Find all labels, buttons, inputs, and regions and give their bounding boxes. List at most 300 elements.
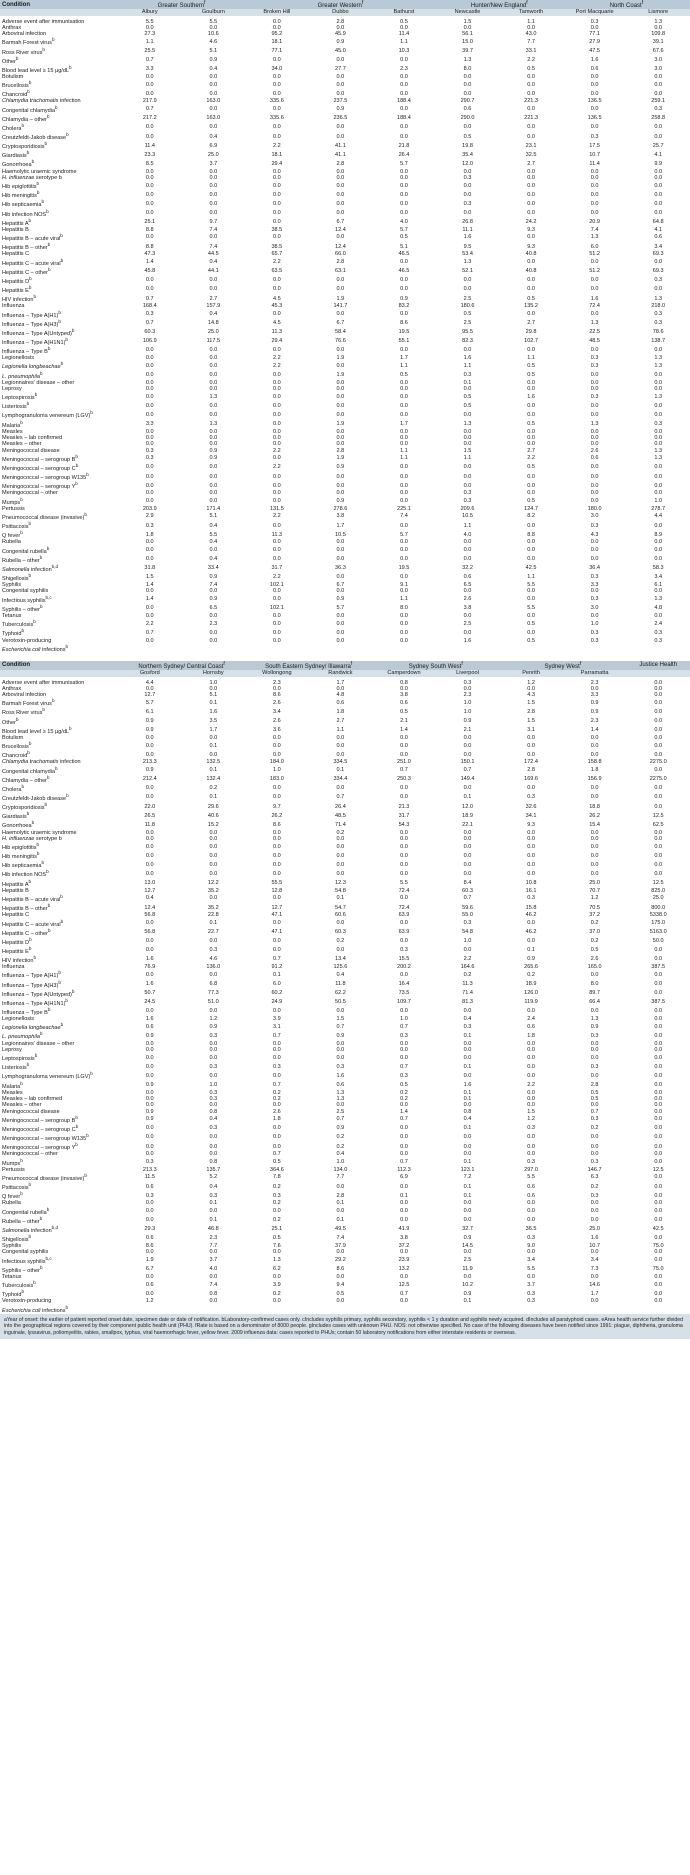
rate-cell: 63.1 xyxy=(335,268,346,275)
rate-cell: 2.2 xyxy=(273,447,281,454)
condition-label: Tetanus xyxy=(2,1273,22,1280)
table-row xyxy=(0,1280,690,1289)
rate-cell: 136.5 xyxy=(587,98,602,105)
rate-cell: 278.7 xyxy=(651,505,666,512)
rate-cell: 2.6 xyxy=(590,447,599,454)
condition-cell xyxy=(0,1256,118,1265)
rate-cell: 6.0 xyxy=(590,243,599,250)
rate-cell: 0.0 xyxy=(336,191,345,198)
rate-cell: 95.2 xyxy=(271,31,283,38)
rate-cell: 0.3 xyxy=(654,629,663,636)
rate-cell: 0.3 xyxy=(590,18,599,25)
rate-cell: 135.7 xyxy=(206,1166,221,1173)
rate-cell: 60.3 xyxy=(144,329,156,336)
rate-cell: 0.1 xyxy=(463,794,472,801)
rate-cell: 0.0 xyxy=(654,708,663,715)
rate-cell: 0.0 xyxy=(463,90,472,97)
condition-cell xyxy=(0,793,118,802)
condition-cell xyxy=(0,775,118,784)
rate-cell: 0.0 xyxy=(463,734,472,741)
footnote-marker: b xyxy=(27,89,30,95)
rate-cell: 2.2 xyxy=(273,513,281,520)
group-header: South Eastern Sydney/ Illawarra$^f$ xyxy=(245,661,372,670)
rate-cell: 0.3 xyxy=(463,1023,472,1030)
rate-cell: 134.0 xyxy=(333,1166,348,1173)
rate-cell: 0.0 xyxy=(463,168,472,175)
rate-cell: 2.8 xyxy=(527,708,535,715)
rate-cell: 0.0 xyxy=(336,637,345,644)
condition-label: Ross River virus xyxy=(2,49,43,56)
rate-cell: 0.0 xyxy=(527,588,535,595)
footnote-marker: b xyxy=(20,419,23,425)
footnote-marker: b xyxy=(28,573,32,579)
rate-cell: 0.0 xyxy=(145,1008,154,1015)
rate-cell: 11.8 xyxy=(335,980,346,987)
footnote-marker: f xyxy=(350,660,353,667)
rate-cell: 0.3 xyxy=(590,1116,599,1123)
rate-cell: 0.9 xyxy=(400,295,408,302)
rate-cell: 0.0 xyxy=(463,286,472,293)
rate-cell: 46.2 xyxy=(525,929,537,936)
rate-cell: 258.8 xyxy=(651,115,666,122)
rate-cell: 1.5 xyxy=(463,447,472,454)
rate-cell: 5.5 xyxy=(209,531,218,538)
rate-cell: 4.0 xyxy=(209,1266,218,1273)
rate-cell: 54.3 xyxy=(398,821,410,828)
condition-label: Hepatitis E xyxy=(2,287,29,294)
rate-cell: 9.0 xyxy=(527,1243,535,1250)
rate-cell: 0.0 xyxy=(590,81,599,88)
condition-cell xyxy=(0,150,118,159)
rate-cell: 0.0 xyxy=(273,498,281,505)
footnote-marker: b,d xyxy=(51,1224,59,1230)
rate-cell: 0.0 xyxy=(527,209,535,216)
rate-cell: 0.0 xyxy=(590,1200,599,1207)
condition-cell xyxy=(0,410,118,419)
rate-cell: 0.0 xyxy=(336,861,345,868)
rate-cell: 12.5 xyxy=(652,880,664,887)
rate-cell: 16.4 xyxy=(398,980,410,987)
rate-cell: 0.0 xyxy=(273,441,281,448)
rate-cell: 0.0 xyxy=(145,1054,154,1061)
rate-cell: 335.6 xyxy=(269,115,284,122)
condition-label: Anthrax xyxy=(2,685,22,692)
group-header: Justice Health xyxy=(626,661,690,670)
rate-cell: 0.9 xyxy=(590,1023,599,1030)
table-row xyxy=(0,851,690,860)
table-row xyxy=(0,181,690,190)
rate-cell: 0.3 xyxy=(654,637,663,644)
table-row xyxy=(0,1289,690,1298)
footnote-marker: b xyxy=(60,233,63,239)
condition-label: Hib infection NOS xyxy=(2,211,47,218)
rate-cell: 0.0 xyxy=(400,411,408,418)
rate-cell: 4.5 xyxy=(273,320,281,327)
rate-cell: 0.0 xyxy=(527,742,535,749)
rate-cell: 0.0 xyxy=(336,277,345,284)
rate-cell: 0.0 xyxy=(590,588,599,595)
footnote-marker: f xyxy=(641,0,644,6)
rate-cell: 0.0 xyxy=(400,57,408,64)
rate-cell: 4.8 xyxy=(654,605,663,612)
table-row xyxy=(0,894,690,903)
rate-cell: 0.0 xyxy=(590,835,599,842)
rate-cell: 9.9 xyxy=(654,160,663,167)
rate-cell: 15.5 xyxy=(398,956,410,963)
rate-cell: 0.0 xyxy=(527,829,535,836)
rate-cell: 0.0 xyxy=(145,428,154,435)
rate-cell: 55.0 xyxy=(462,912,473,919)
rate-cell: 0.1 xyxy=(463,1032,472,1039)
rate-cell: 0.3 xyxy=(463,498,472,505)
rate-cell: 290.0 xyxy=(460,115,475,122)
rate-cell: 0.0 xyxy=(527,379,535,386)
rate-cell: 0.6 xyxy=(336,1081,345,1088)
rate-cell: 0.0 xyxy=(273,1298,281,1305)
rate-cell: 2.6 xyxy=(273,1108,281,1115)
rate-cell: 27.3 xyxy=(144,31,156,38)
rate-cell: 2.8 xyxy=(336,1192,345,1199)
rate-cell: 0.0 xyxy=(590,435,599,441)
condition-cell xyxy=(0,698,118,707)
rate-cell: 0.0 xyxy=(336,57,345,64)
rate-cell: 0.5 xyxy=(527,371,535,378)
rate-cell: 0.1 xyxy=(463,1298,472,1305)
rate-cell: 0.0 xyxy=(527,1008,535,1015)
rate-cell: 0.0 xyxy=(400,620,408,627)
rate-cell: 0.0 xyxy=(527,596,535,603)
rate-cell: 1.3 xyxy=(654,393,663,400)
footnote-marker: b xyxy=(39,1264,43,1270)
table-row xyxy=(0,454,690,463)
rate-cell: 0.0 xyxy=(336,1273,345,1280)
rate-cell: 0.0 xyxy=(209,971,218,978)
rate-cell: 26.5 xyxy=(144,812,156,819)
table-row xyxy=(0,595,690,604)
rate-cell: 10.7 xyxy=(589,1243,600,1250)
rate-cell: 0.0 xyxy=(273,174,281,181)
condition-label: Leptospirosis xyxy=(2,1056,35,1062)
rate-cell: 15.2 xyxy=(207,821,219,828)
condition-label: Hepatitis D xyxy=(2,278,30,285)
condition-label: Meningococcal – serogroup W135 xyxy=(2,474,87,481)
rate-cell xyxy=(436,644,500,653)
rate-cell xyxy=(245,644,309,653)
condition-label: Escherichia coli xyxy=(2,646,41,653)
rate-cell: 0.0 xyxy=(590,1102,599,1109)
rate-cell: 0.0 xyxy=(273,1046,281,1053)
condition-label: Meningococcal – serogroup Y xyxy=(2,484,76,491)
rate-cell: 0.2 xyxy=(590,938,599,945)
rate-cell: 8.4 xyxy=(463,880,472,887)
rate-cell: 1.3 xyxy=(336,1089,345,1096)
rate-cell: 1.8 xyxy=(590,767,599,774)
condition-label: Influenza – Type A(H1N1) xyxy=(2,339,66,346)
rate-cell: 0.0 xyxy=(654,379,663,386)
table-row xyxy=(0,928,690,937)
rate-cell: 0.3 xyxy=(463,679,472,686)
rate-cell: 3.7 xyxy=(209,160,218,167)
rate-cell: 0.1 xyxy=(463,1095,472,1102)
condition-label: Legionellosis xyxy=(2,1016,35,1023)
rate-cell: 0.0 xyxy=(590,286,599,293)
rate-cell: 2.7 xyxy=(527,160,535,167)
condition-label: Hepatitis C – other xyxy=(2,930,48,937)
rate-cell xyxy=(563,644,627,653)
rate-cell: 0.0 xyxy=(654,1072,663,1079)
rate-cell: 387.5 xyxy=(651,964,666,971)
table-row xyxy=(0,784,690,793)
rate-cell: 0.0 xyxy=(654,1032,663,1039)
rate-cell: 0.1 xyxy=(209,919,218,926)
rate-cell: 0.0 xyxy=(400,1040,408,1047)
rate-cell: 102.1 xyxy=(269,605,284,612)
condition-cell xyxy=(0,1022,118,1031)
rate-cell: 0.6 xyxy=(336,699,345,706)
rate-cell: 0.0 xyxy=(527,1063,535,1070)
condition-cell xyxy=(0,1234,118,1243)
rate-cell: 76.6 xyxy=(335,338,346,345)
condition-label: Pneumococcal disease (invasive) xyxy=(2,514,85,521)
rate-cell: 0.9 xyxy=(590,708,599,715)
condition-label-suffix: serotype b xyxy=(34,835,62,842)
rate-cell: 124.7 xyxy=(524,505,538,512)
rate-cell: 7.7 xyxy=(209,1243,218,1250)
condition-label: Meningococcal – serogroup C xyxy=(2,465,76,472)
rate-cell: 0.0 xyxy=(145,1125,154,1132)
rate-cell: 18.1 xyxy=(271,151,283,158)
rate-cell: 0.7 xyxy=(400,1158,408,1165)
rate-cell: 136.5 xyxy=(587,115,602,122)
rate-cell: 0.0 xyxy=(463,629,472,636)
rate-cell: 10.5 xyxy=(462,513,473,520)
rate-cell: 0.0 xyxy=(336,1249,345,1256)
rate-cell: 0.0 xyxy=(145,168,154,175)
condition-cell xyxy=(0,181,118,190)
rate-cell: 0.0 xyxy=(463,613,472,619)
rate-cell: 0.0 xyxy=(590,1217,599,1224)
rate-cell: 29.3 xyxy=(144,1226,156,1233)
rate-cell: 0.0 xyxy=(273,371,281,378)
rate-cell: 0.0 xyxy=(273,613,281,619)
condition-label: Chancroid xyxy=(2,753,28,760)
rate-cell: 225.1 xyxy=(397,505,411,512)
rate-cell: 0.0 xyxy=(527,919,535,926)
table-row xyxy=(0,401,690,410)
rate-cell: 0.0 xyxy=(400,522,408,529)
rate-cell: 0.0 xyxy=(273,277,281,284)
rate-cell: 3.4 xyxy=(590,1257,599,1264)
rate-cell: 0.0 xyxy=(654,1125,663,1132)
rate-cell: 0.0 xyxy=(590,742,599,749)
rate-cell: 0.3 xyxy=(145,455,154,462)
rate-cell: 0.2 xyxy=(590,1183,599,1190)
rate-cell: 0.0 xyxy=(400,919,408,926)
rate-cell: 11.5 xyxy=(144,1174,155,1181)
rate-cell: 0.0 xyxy=(336,751,345,758)
condition-label: Meningococcal – serogroup Y xyxy=(2,1145,76,1151)
rate-cell: 0.0 xyxy=(336,133,345,140)
rate-cell: 0.0 xyxy=(463,751,472,758)
rate-cell: 29.6 xyxy=(207,803,219,810)
rate-cell: 12.0 xyxy=(462,160,473,167)
rate-cell: 1.1 xyxy=(336,727,345,734)
rate-cell: 0.0 xyxy=(400,1134,408,1141)
rate-cell: 0.0 xyxy=(654,539,663,546)
rate-cell: 0.0 xyxy=(209,402,218,409)
rate-cell: 1.8 xyxy=(527,1032,535,1039)
rate-cell: 0.0 xyxy=(400,191,408,198)
rate-cell: 0.6 xyxy=(527,1183,535,1190)
rate-cell: 0.0 xyxy=(463,428,472,435)
rate-cell: 0.0 xyxy=(400,428,408,435)
table-row xyxy=(0,564,690,573)
footnote-marker: b xyxy=(75,1123,79,1129)
rate-cell: 8.6 xyxy=(400,320,408,327)
condition-cell xyxy=(0,47,118,56)
footnote-marker: b xyxy=(36,842,40,848)
rate-cell: 0.0 xyxy=(336,482,345,489)
rate-cell: 60.6 xyxy=(335,912,346,919)
rate-cell: 25.0 xyxy=(207,151,219,158)
table-row xyxy=(0,998,690,1007)
rate-cell: 236.5 xyxy=(333,115,348,122)
rate-cell: 2.4 xyxy=(527,1016,535,1023)
rate-cell: 1.3 xyxy=(463,259,472,266)
condition-cell xyxy=(0,851,118,860)
condition-label: Q fever xyxy=(2,533,21,540)
table-row xyxy=(0,766,690,775)
rate-cell: 1.3 xyxy=(654,362,663,369)
rate-cell: 0.5 xyxy=(273,1235,281,1242)
footnote-marker: b xyxy=(33,1280,36,1286)
rate-cell: 47.5 xyxy=(589,47,600,54)
rate-cell: 1.3 xyxy=(209,393,218,400)
rate-cell: 50.5 xyxy=(335,999,346,1006)
condition-label: Influenza xyxy=(2,303,25,310)
rate-cell: 1.4 xyxy=(590,727,599,734)
condition-cell xyxy=(0,802,118,811)
footnote-marker: b xyxy=(20,1191,23,1197)
condition-label: Pertussis xyxy=(2,505,25,512)
condition-label: Infectious syphilis xyxy=(2,1258,46,1265)
rate-cell: 0.0 xyxy=(145,482,154,489)
rate-cell: 5.5 xyxy=(527,1174,535,1181)
table-row xyxy=(0,328,690,337)
footnote-marker: b xyxy=(47,774,50,780)
footnote-marker: b xyxy=(69,725,72,731)
rate-cell: 0.0 xyxy=(654,124,663,131)
rate-cell: 0.0 xyxy=(654,522,663,529)
rate-cell: 24.9 xyxy=(271,999,283,1006)
rate-cell: 1.5 xyxy=(527,718,535,725)
condition-label: Creutzfeldt-Jakob disease xyxy=(2,795,67,802)
rate-cell: 5.5 xyxy=(527,605,535,612)
rate-cell: 0.0 xyxy=(400,200,408,207)
rate-cell: 0.4 xyxy=(145,895,154,902)
condition-cell xyxy=(0,233,118,242)
rate-cell: 3.8 xyxy=(400,1235,408,1242)
rate-cell: 0.0 xyxy=(400,182,408,189)
rate-cell: 0.0 xyxy=(273,861,281,868)
rate-cell: 0.3 xyxy=(145,1158,154,1165)
condition-label: Measles – other xyxy=(2,1102,42,1109)
rate-cell: 0.0 xyxy=(590,411,599,418)
footnote: aYear of onset: the earlier of patient reported onset date, specimen date or date of notification. bLaboratory-confirmed cases only. cIncludes syphilis primary, syphilis secondary, syphilis < 1 y duration and syphilis newly acquired. dIncludes all paratyphoid cases. eArea health service further divided into the geographical regions covered by their component public health unit (PHU). fRate is based on a denominator of 8000 people. gIncludes cases with unknown PHU. NOS: not otherwise specified. No case of the following diseases have been notified since 1991: plague, diphtheria, granuloma inguinale, lyssavirus, poliomyelitis, rabies, smallpox, typhus, viral haemorrhagic fever, yellow fever. 2009 influenza data: cases reported to PHUs; contain 50 laboratory notifications from either interstate residents or overseas. xyxy=(0,1314,690,1340)
rate-cell: 0.0 xyxy=(145,637,154,644)
rate-cell: 0.7 xyxy=(336,1116,345,1123)
rate-cell: 0.0 xyxy=(463,829,472,836)
rate-cell: 0.0 xyxy=(463,441,472,448)
rate-cell: 1.3 xyxy=(590,234,599,241)
rate-cell: 0.0 xyxy=(145,1089,154,1096)
table-row xyxy=(0,371,690,380)
footnote-marker: b xyxy=(39,1215,43,1221)
rate-cell: 1.6 xyxy=(145,1016,154,1023)
condition-label: Chlamydia trachomatis xyxy=(2,759,59,766)
rate-cell: 12.4 xyxy=(144,904,156,911)
rate-cell: 0.0 xyxy=(273,1040,281,1047)
footnote-marker: f xyxy=(361,0,364,6)
rate-cell: 11.3 xyxy=(271,329,283,336)
rate-cell: 0.0 xyxy=(654,1257,663,1264)
rate-cell: 0.5 xyxy=(527,362,535,369)
rate-cell: 0.0 xyxy=(336,379,345,386)
footnote-marker: b xyxy=(84,1172,87,1178)
condition-label: Meningococcal – serogroup C xyxy=(2,1126,76,1133)
rate-cell: 0.0 xyxy=(336,441,345,448)
rate-cell: 0.0 xyxy=(336,411,345,418)
rate-cell: 0.0 xyxy=(336,81,345,88)
rate-cell: 0.0 xyxy=(336,734,345,741)
rate-cell: 0.0 xyxy=(400,24,408,31)
rate-cell: 0.5 xyxy=(527,637,535,644)
rate-cell: 0.0 xyxy=(654,464,663,471)
rate-cell: 0.3 xyxy=(209,1125,218,1132)
rate-cell xyxy=(309,1305,373,1314)
rate-cell: 0.3 xyxy=(590,629,599,636)
condition-cell xyxy=(0,276,118,285)
rate-cell: 4.1 xyxy=(654,151,663,158)
rate-cell: 4.6 xyxy=(209,38,218,45)
rate-cell: 0.5 xyxy=(336,1290,345,1297)
condition-cell xyxy=(0,1081,118,1090)
rate-cell: 146.7 xyxy=(587,1166,602,1173)
table-row xyxy=(0,573,690,582)
rate-cell: 22.7 xyxy=(207,929,219,936)
condition-label: Brucellosis xyxy=(2,743,29,750)
table-row xyxy=(0,481,690,490)
rate-cell: 6.5 xyxy=(209,605,218,612)
rate-cell: 0.0 xyxy=(273,455,281,462)
rate-cell: 0.0 xyxy=(145,1151,154,1158)
table-row xyxy=(0,123,690,132)
rate-cell: 0.0 xyxy=(590,734,599,741)
rate-cell: 1.8 xyxy=(273,1116,281,1123)
rate-cell: 2.3 xyxy=(463,692,472,699)
rate-cell: 3.6 xyxy=(273,727,281,734)
rate-cell: 6.1 xyxy=(145,708,154,715)
rate-cell: 0.6 xyxy=(527,1023,535,1030)
rate-cell: 37.2 xyxy=(589,912,600,919)
table-row xyxy=(0,955,690,964)
rate-cell: 78.6 xyxy=(652,329,664,336)
rate-cell: 0.0 xyxy=(590,441,599,448)
rate-cell: 0.5 xyxy=(273,1158,281,1165)
condition-cell xyxy=(0,512,118,521)
condition-cell xyxy=(0,546,118,555)
rate-cell: 47.1 xyxy=(271,912,283,919)
